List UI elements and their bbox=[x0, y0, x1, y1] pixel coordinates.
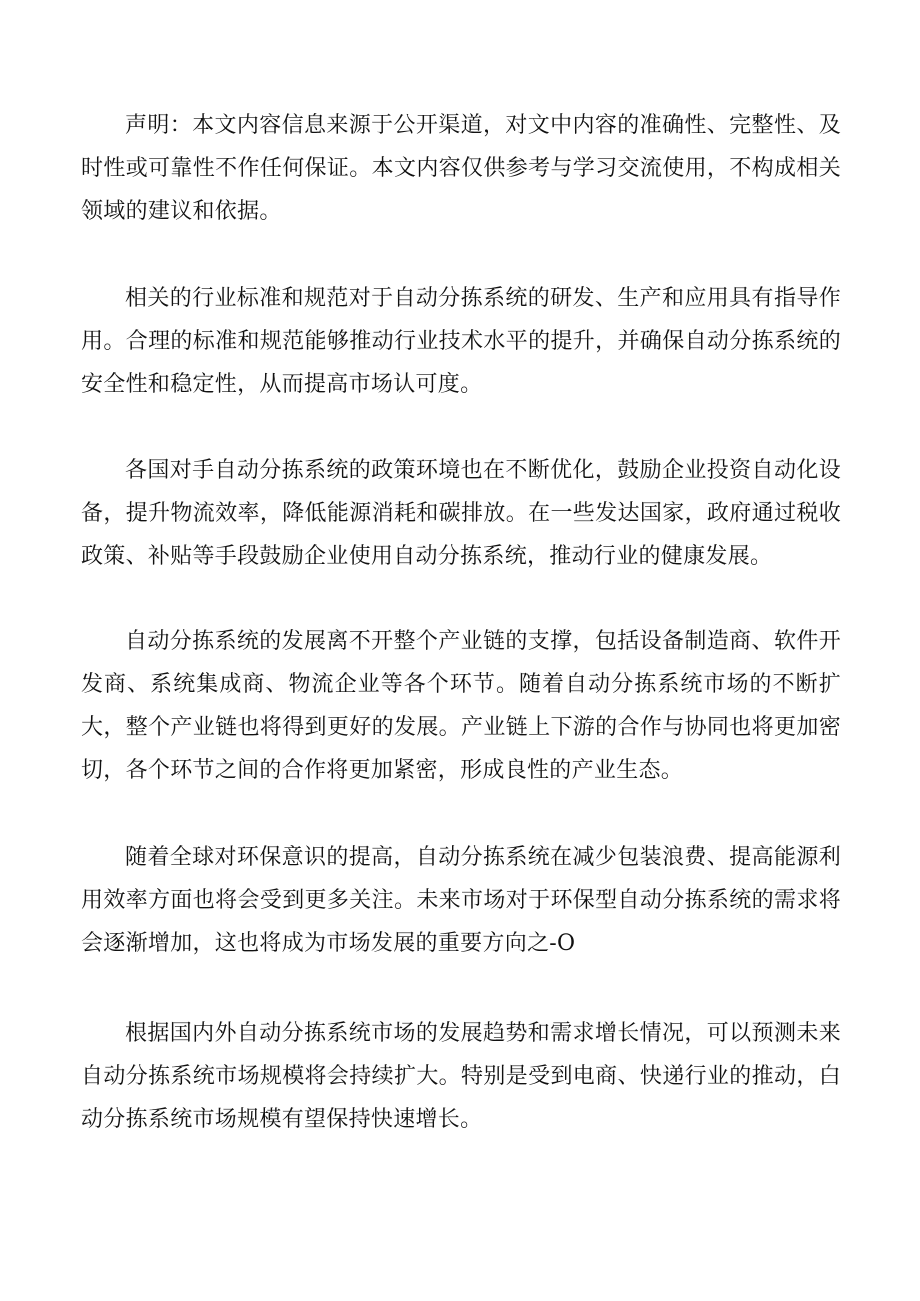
body-paragraph: 随着全球对环保意识的提高，自动分拣系统在减少包装浪费、提高能源利用效率方面也将会受到更多关注。未来市场对于环保型自动分拣系统的需求将会逐渐增加，这也将成为市场发展的重要方向之-O bbox=[81, 845, 841, 956]
body-paragraph: 相关的行业标准和规范对于自动分拣系统的研发、生产和应用具有指导作用。合理的标准和规范能够推动行业技术水平的提升，并确保自动分拣系统的安全性和稳定性，从而提高市场认可度。 bbox=[81, 286, 841, 397]
body-paragraph: 根据国内外自动分拣系统市场的发展趋势和需求增长情况，可以预测未来自动分拣系统市场规模将会持续扩大。特别是受到电商、快递行业的推动，白动分拣系统市场规模有望保持快速增长。 bbox=[81, 1021, 841, 1132]
body-paragraph: 自动分拣系统的发展离不开整个产业链的支撑，包括设备制造商、软件开发商、系统集成商、物流企业等各个环节。随着自动分拣系统市场的不断扩大，整个产业链也将得到更好的发展。产业链上下游的合作与协同也将更加密切，各个环节之间的合作将更加紧密，形成良性的产业生态。 bbox=[81, 629, 841, 783]
body-paragraph: 各国对手自动分拣系统的政策环境也在不断优化，鼓励企业投资自动化设备，提升物流效率，降低能源消耗和碳排放。在一些发达国家，政府通过税收政策、补贴等手段鼓励企业使用自动分拣系统，推动行业的健康发展。 bbox=[81, 458, 841, 569]
disclaimer-paragraph: 声明：本文内容信息来源于公开渠道，对文中内容的准确性、完整性、及时性或可靠性不作任何保证。本文内容仅供参考与学习交流使用，不构成相关领域的建议和依据。 bbox=[81, 113, 841, 224]
